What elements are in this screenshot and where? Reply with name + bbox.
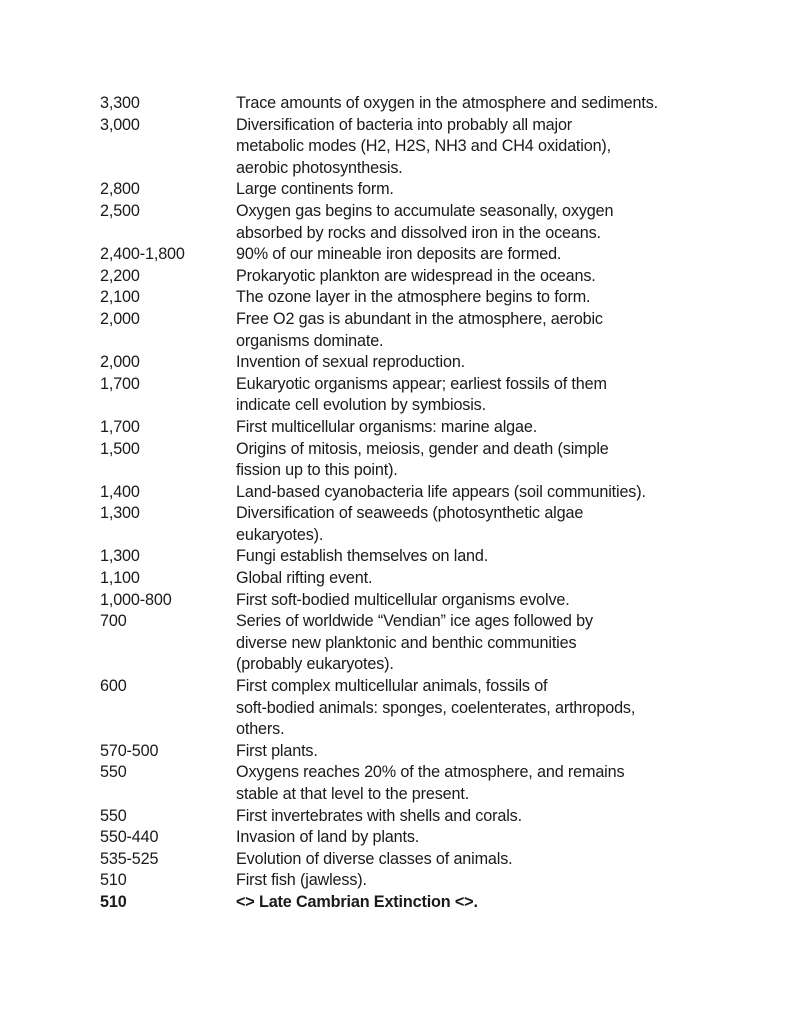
timeline-row [100,374,720,417]
timeline-event-line: Prokaryotic plankton are widespread in the oceans. [236,266,596,285]
timeline-event-line: 90% of our mineable iron deposits are formed. [236,245,562,264]
timeline-event [236,827,720,849]
timeline-event [236,590,720,612]
timeline-event-line: Evolution of diverse classes of animals. [236,849,513,868]
timeline-date: 2,000 [100,353,140,372]
timeline-event-line: aerobic photosynthesis. [236,158,403,177]
timeline-event [236,374,720,417]
timeline-date: 2,500 [100,201,140,220]
timeline-event [236,352,720,374]
timeline-event-line: fission up to this point). [236,461,398,480]
timeline-date: 550 [100,806,127,825]
timeline-event-line: eukaryotes). [236,525,324,544]
timeline-date: 1,500 [100,439,140,458]
timeline-event-line: First multicellular organisms: marine algae. [236,417,538,436]
timeline-event-line: Diversification of bacteria into probably all major [236,115,573,134]
timeline-event [236,676,720,741]
timeline-event-line: stable at that level to the present. [236,785,470,803]
timeline-row [100,806,720,828]
timeline-row [100,266,720,288]
timeline-event [236,309,720,352]
timeline-event-line: First complex multicellular animals, fossils of [236,677,548,696]
timeline-date: 2,200 [100,266,140,285]
timeline-row [100,827,720,849]
timeline-event [236,439,720,482]
timeline-event [236,503,720,546]
timeline-event-line: The ozone layer in the atmosphere begins to form. [236,288,591,307]
timeline-event [236,611,720,676]
timeline-event [236,568,720,590]
timeline-event-line: organisms dominate. [236,331,384,350]
timeline-event-line: diverse new planktonic and benthic communities [236,633,577,652]
timeline-date: 550 [100,763,127,782]
timeline-event-line: absorbed by rocks and dissolved iron in the oceans. [236,223,601,242]
timeline-event [236,482,720,504]
timeline-event [236,201,720,244]
timeline-event [236,806,720,828]
timeline-date: 550-440 [100,828,159,847]
timeline-row [100,179,720,201]
timeline-row [100,503,720,546]
timeline-event [236,741,720,763]
timeline-row [100,741,720,763]
timeline-date: 1,700 [100,417,140,436]
timeline-event [236,93,720,115]
timeline-row [100,417,720,439]
timeline-row [100,870,720,892]
timeline-date: 510 [100,892,127,911]
timeline-date: 570-500 [100,741,159,760]
timeline-date: 3,300 [100,94,140,112]
timeline-event-line: Global rifting event. [236,569,373,588]
timeline-event [236,417,720,439]
timeline-table [100,93,720,914]
timeline-date: 1,400 [100,482,140,501]
timeline-event-line: Land-based cyanobacteria life appears (soil communities). [236,482,646,501]
timeline-event [236,849,720,871]
timeline-row [100,287,720,309]
timeline-date: 1,100 [100,569,140,588]
timeline-date: 600 [100,677,127,696]
timeline-event-line: Diversification of seaweeds (photosynthetic algae [236,504,584,523]
timeline-date: 535-525 [100,849,159,868]
timeline-event-line: First plants. [236,741,318,760]
timeline-event-line: Origins of mitosis, meiosis, gender and death (simple [236,439,609,458]
timeline-event-line: indicate cell evolution by symbiosis. [236,396,486,415]
timeline-event-line: Free O2 gas is abundant in the atmosphere, aerobic [236,309,603,328]
timeline-row [100,115,720,180]
timeline-event-line: First fish (jawless). [236,871,367,890]
timeline-event-line: First soft-bodied multicellular organisms evolve. [236,590,570,609]
timeline-date: 1,000-800 [100,590,172,609]
timeline-event [236,892,720,914]
timeline-event [236,179,720,201]
timeline-event-line: Eukaryotic organisms appear; earliest fossils of them [236,374,607,393]
timeline-event-line: Series of worldwide “Vendian” ice ages followed by [236,612,593,631]
timeline-event-line: Fungi establish themselves on land. [236,547,489,566]
timeline-row [100,849,720,871]
timeline-event-line: First invertebrates with shells and corals. [236,806,522,825]
timeline-date: 2,100 [100,288,140,307]
timeline-date: 1,300 [100,547,140,566]
timeline-date: 1,300 [100,504,140,523]
timeline-event-line: others. [236,720,285,739]
timeline-event [236,762,720,805]
timeline-event-line: Trace amounts of oxygen in the atmosphere and sediments. [236,94,659,112]
timeline-date: 2,000 [100,309,140,328]
timeline-row [100,352,720,374]
timeline-event [236,266,720,288]
timeline-event-line: <> Late Cambrian Extinction <>. [236,892,478,911]
timeline-row-highlight [100,892,720,914]
timeline-event [236,287,720,309]
timeline-row [100,590,720,612]
timeline-date: 1,700 [100,374,140,393]
timeline-event [236,115,720,180]
timeline-row [100,482,720,504]
timeline-event [236,244,720,266]
timeline-date: 510 [100,871,127,890]
timeline-row [100,611,720,676]
timeline-date: 3,000 [100,115,140,134]
timeline-row [100,439,720,482]
timeline-event-line: (probably eukaryotes). [236,655,394,674]
timeline-row [100,762,720,805]
timeline-event [236,870,720,892]
timeline-row [100,676,720,741]
timeline-date: 2,400-1,800 [100,245,185,264]
timeline-event-line: Invention of sexual reproduction. [236,353,466,372]
timeline-row [100,201,720,244]
timeline-row [100,93,720,115]
timeline-row [100,568,720,590]
timeline-event-line: Oxygen gas begins to accumulate seasonally, oxygen [236,201,614,220]
timeline-event-line: Oxygens reaches 20% of the atmosphere, and remains [236,763,625,782]
timeline-event-line: Invasion of land by plants. [236,828,420,847]
timeline-date: 2,800 [100,180,140,199]
timeline-event-line: metabolic modes (H2, H2S, NH3 and CH4 oxidation), [236,137,612,156]
timeline-event-line: soft-bodied animals: sponges, coelenterates, arthropods, [236,698,636,717]
timeline-date: 700 [100,612,127,631]
timeline-row [100,309,720,352]
timeline-row [100,244,720,266]
timeline-event [236,546,720,568]
timeline-row [100,546,720,568]
timeline-event-line: Large continents form. [236,180,394,199]
